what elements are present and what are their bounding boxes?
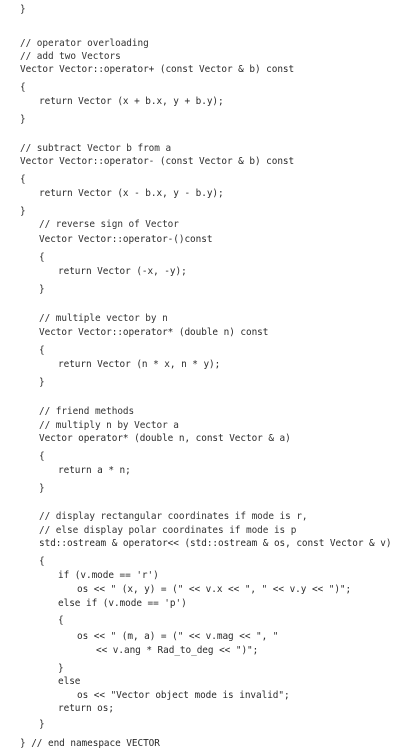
code-line: Vector Vector::operator* (double n) const: [39, 327, 269, 338]
code-line: << v.ang * Rad_to_deg << ")";: [96, 645, 259, 656]
code-comment: // else display polar coordinates if mode is p: [39, 525, 297, 536]
code-line: }: [20, 206, 26, 217]
code-line: os << " (x, y) = (" << v.x << ", " << v.y << ")";: [77, 584, 352, 595]
code-line: return Vector (n * x, n * y);: [58, 359, 221, 370]
code-line: Vector Vector::operator+ (const Vector & b) const: [20, 64, 295, 75]
code-line: {: [39, 451, 45, 462]
code-line: }: [58, 663, 64, 674]
code-comment: // multiply n by Vector a: [39, 420, 179, 431]
code-line: os << "Vector object mode is invalid";: [77, 690, 290, 701]
code-comment: // reverse sign of Vector: [39, 219, 179, 230]
code-line: return os;: [58, 703, 114, 714]
code-line: else if (v.mode == 'p'): [58, 598, 187, 609]
code-line: }: [39, 377, 45, 388]
code-line: return a * n;: [58, 465, 131, 476]
code-comment: // multiple vector by n: [39, 313, 168, 324]
code-line: return Vector (x + b.x, y + b.y);: [39, 96, 224, 107]
code-line: }: [20, 4, 26, 15]
code-line: else: [58, 676, 81, 687]
code-comment: // subtract Vector b from a: [20, 143, 172, 154]
code-line: }: [39, 284, 45, 295]
code-comment: // friend methods: [39, 406, 135, 417]
code-line: } // end namespace VECTOR: [20, 738, 160, 749]
code-line: Vector operator* (double n, const Vector & a): [39, 433, 291, 444]
code-line: {: [20, 82, 26, 93]
code-line: {: [39, 556, 45, 567]
code-line: if (v.mode == 'r'): [58, 570, 159, 581]
code-line: Vector Vector::operator- (const Vector & b) const: [20, 156, 295, 167]
code-line: {: [20, 174, 26, 185]
code-line: return Vector (x - b.x, y - b.y);: [39, 188, 224, 199]
code-line: {: [39, 252, 45, 263]
code-line: }: [39, 483, 45, 494]
code-comment: // display rectangular coordinates if mode is r,: [39, 511, 308, 522]
code-line: }: [20, 114, 26, 125]
code-line: {: [58, 615, 64, 626]
code-comment: // add two Vectors: [20, 51, 121, 62]
code-line: return Vector (-x, -y);: [58, 266, 187, 277]
code-line: Vector Vector::operator-()const: [39, 234, 213, 245]
code-comment: // operator overloading: [20, 38, 149, 49]
code-line: std::ostream & operator<< (std::ostream & os, const Vector & v): [39, 538, 392, 549]
code-line: }: [39, 719, 45, 730]
code-line: {: [39, 345, 45, 356]
code-line: os << " (m, a) = (" << v.mag << ", ": [77, 631, 279, 642]
